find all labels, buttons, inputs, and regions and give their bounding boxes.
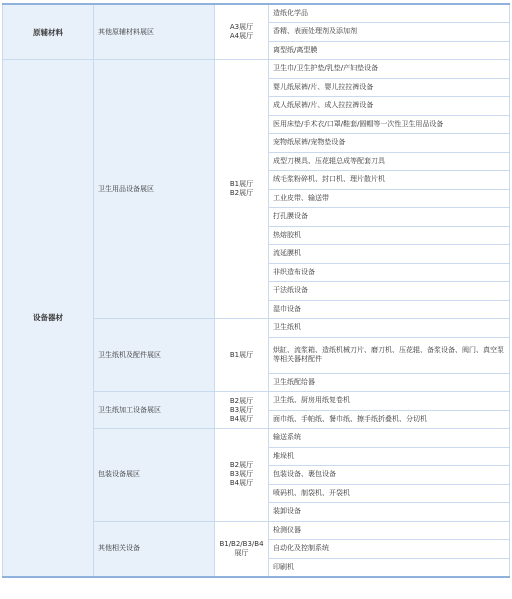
hall-label: B1展厅: [229, 350, 254, 359]
item-cell: 宠物纸尿裤/宠物垫设备: [269, 134, 510, 153]
hall-label: B1展厅: [229, 180, 254, 188]
hall-cell: [215, 4, 269, 60]
hall-cell: [215, 521, 269, 577]
hall-label: B3展厅: [229, 405, 254, 414]
hall-label: B2展厅: [229, 461, 254, 470]
category-cell: 原辅材料: [3, 4, 94, 60]
item-cell: 非织造布设备: [269, 263, 510, 282]
item-cell: 干法纸设备: [269, 282, 510, 301]
item-cell: 成型刀模具、压花辊总成等配套刀具: [269, 152, 510, 171]
item-cell: 检测仪器: [269, 521, 510, 540]
zone-cell: 卫生纸加工设备展区: [94, 392, 215, 429]
item-cell: 卫生纸、厨房用纸复卷机: [269, 392, 510, 411]
item-cell: 卫生巾/卫生护垫/乳垫/产妇垫设备: [269, 60, 510, 79]
item-cell: 包装设备、裹包设备: [269, 466, 510, 485]
item-cell: 装卸设备: [269, 503, 510, 522]
category-cell: 设备器材: [3, 60, 94, 577]
hall-label: A4展厅: [229, 32, 254, 40]
item-cell: 绒毛浆粉碎机、封口机、理片散片机: [269, 171, 510, 190]
item-cell: 离型纸/离型膜: [269, 41, 510, 60]
hall-label: B1/B2/B3/B4: [219, 539, 264, 548]
hall-label: B3展厅: [229, 470, 254, 479]
exhibit-zone-table: [2, 3, 510, 578]
hall-label: B4展厅: [229, 479, 254, 488]
item-cell: 烘缸、流浆箱、造纸机械刀片、磨刀机、压花辊、备浆设备、阀门、真空泵等相关器材配件: [269, 337, 510, 373]
hall-cell: [215, 429, 269, 522]
item-cell: 婴儿纸尿裤/片、婴儿拉拉裤设备: [269, 78, 510, 97]
zone-cell: 其他原辅材料展区: [94, 4, 215, 60]
item-cell: 医用床垫/手术衣/口罩/鞋套/圆帽等一次性卫生用品设备: [269, 115, 510, 134]
zone-cell: 其他相关设备: [94, 521, 215, 577]
hall-label: B2展厅: [229, 396, 254, 405]
item-cell: 湿巾设备: [269, 300, 510, 319]
item-cell: 卫生纸配给器: [269, 373, 510, 392]
item-cell: 流延膜机: [269, 245, 510, 264]
zone-cell: 卫生用品设备展区: [94, 60, 215, 319]
hall-label: B2展厅: [229, 189, 254, 197]
hall-cell: [215, 319, 269, 392]
item-cell: 自动化及控制系统: [269, 540, 510, 559]
zone-cell: 卫生纸机及配件展区: [94, 319, 215, 392]
item-cell: 打孔膜设备: [269, 208, 510, 227]
hall-cell: [215, 392, 269, 429]
hall-cell: [215, 60, 269, 319]
item-cell: 卫生纸机: [269, 319, 510, 338]
item-cell: 堆垛机: [269, 447, 510, 466]
item-cell: 成人纸尿裤/片、成人拉拉裤设备: [269, 97, 510, 116]
item-cell: 喷码机、制袋机、开袋机: [269, 484, 510, 503]
item-cell: 造纸化学品: [269, 4, 510, 23]
hall-label: B4展厅: [229, 414, 254, 423]
item-cell: 香精、表面处理剂及添加剂: [269, 23, 510, 42]
zone-cell: 包装设备展区: [94, 429, 215, 522]
hall-label: 展厅: [234, 548, 249, 557]
hall-label: A3展厅: [229, 23, 254, 31]
item-cell: 输送系统: [269, 429, 510, 448]
item-cell: 印刷机: [269, 558, 510, 577]
item-cell: 面巾纸、手帕纸、餐巾纸、擦手纸折叠机、分切机: [269, 410, 510, 429]
item-cell: 热熔胶机: [269, 226, 510, 245]
item-cell: 工业皮带、输送带: [269, 189, 510, 208]
